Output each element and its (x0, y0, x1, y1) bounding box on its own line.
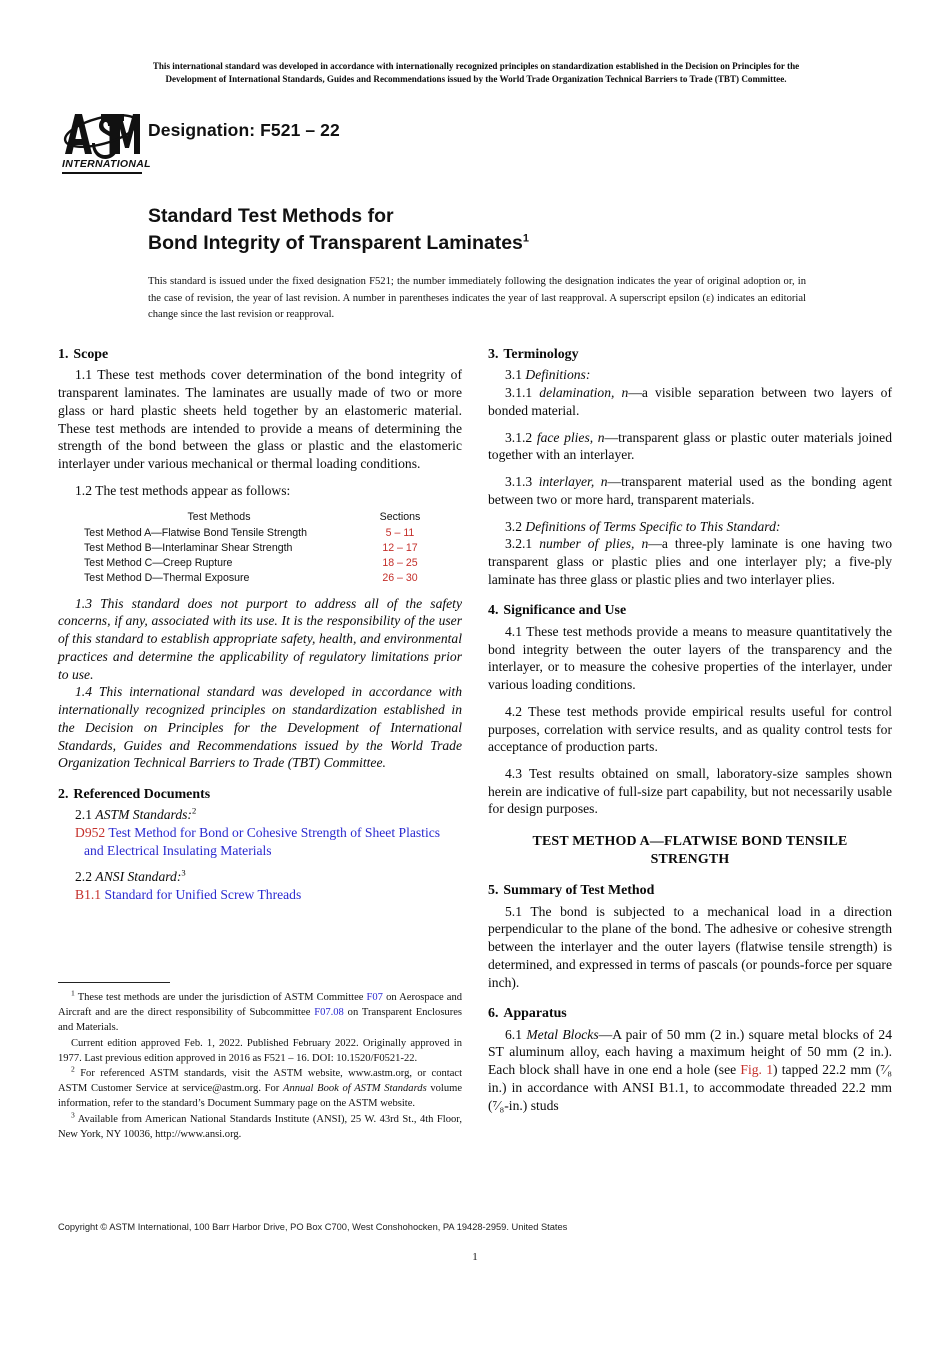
para-3-1-2-label: 3.1.2 (505, 429, 533, 445)
test-method-a-banner (488, 833, 892, 869)
table-row (84, 526, 446, 541)
para-1-3: 1.3 This standard does not purport to address all of the safety concerns, if any, associated with its use. It is the responsibility of the user of this standard to establish appropriate safety, health, and environmental practices and determine the applicability of regulatory limitations prior to use. (58, 595, 462, 682)
para-6-1 (488, 1026, 892, 1115)
footnotes-block (58, 982, 462, 1142)
column-header-test-methods: Test Methods (187, 510, 251, 523)
footnote-1-text-b: on Aerospace and Aircraft and are the direct responsibility of Subcommittee (58, 992, 462, 1019)
para-3-2-1 (488, 535, 892, 588)
astm-logo (62, 106, 151, 176)
para-4-1: 4.1 These test methods provide a means to measure quantitatively the bond integrity between the outer layers of the transparency and the interlayer, or to measure the cohesive properties of the interlayer, under various loading conditions. (488, 623, 892, 693)
term-delamination: delamination, n (539, 385, 629, 401)
reference-ansi-b11[interactable] (58, 886, 462, 904)
para-3-2-label: 3.2 (505, 518, 522, 534)
preamble-line-1: This international standard was developed in accordance with internationally recognized principles on standardization established in the Decision on Principles for the (152, 61, 800, 71)
heading-summary-text: Summary of Test Method (503, 883, 655, 899)
astm-logo-wordmark: INTERNATIONAL (62, 158, 151, 170)
issued-under-note: This standard is issued under the fixed designation F521; the number immediately following the designation indicates the year of original adoption or, in the case of revision, the year of last revision. A number in parentheses indicates the year of last reapproval. A superscript epsilon (ε) indicates an editorial change since the last revision or reapproval. (148, 276, 806, 321)
cell-method-name: Test Method B—Interlaminar Shear Strength (84, 541, 293, 554)
footnote-2-marker: 2 (71, 1064, 75, 1074)
title-footnote-marker: 1 (522, 232, 530, 245)
heading-terminology-number: 3. (488, 347, 499, 362)
para-3-1-2-def: —transparent glass or plastic outer materials joined together with an interlayer. (488, 429, 892, 463)
footnote-2 (58, 1066, 462, 1112)
table-row (84, 541, 446, 556)
para-3-1-1-label: 3.1.1 (505, 385, 533, 401)
para-3-2 (488, 518, 892, 536)
heading-scope-number: 1. (58, 347, 69, 362)
heading-significance-and-use (488, 602, 892, 619)
heading-terminology-text: Terminology (503, 347, 579, 362)
footnote-2-text-a: For referenced ASTM standards, visit the ASTM website, www.astm.org, or contact ASTM Customer Service at service@astm.org. For (58, 1067, 463, 1095)
footnote-committee-link[interactable]: F07 (366, 992, 383, 1003)
para-6-1-text-b: ) tapped 22.2 mm (⁷⁄₈ in.) in accordance with ANSI B1.1, to accommodate threaded 22.2 mm (⁷⁄₈-in.) studs (488, 1062, 892, 1113)
para-2-2-title: ANSI Standard: (95, 869, 182, 885)
footnote-subcommittee-link[interactable]: F07.08 (314, 1007, 344, 1019)
copyright-notice: Copyright © ASTM International, 100 Barr Harbor Drive, PO Box C700, West Conshohocken, PA 19428-2959. United States (58, 1222, 568, 1232)
page-number: 1 (472, 1251, 478, 1263)
para-4-3: 4.3 Test results obtained on small, laboratory-size samples shown herein are indicative of full-size part capability, but not necessarily usable for design purposes. (488, 765, 892, 817)
footnote-1-text-a: These test methods are under the jurisdiction of ASTM Committee (77, 992, 367, 1003)
para-2-1-title: ASTM Standards: (95, 807, 192, 823)
masthead (62, 106, 898, 178)
designation-label: Designation: F521 – 22 (148, 120, 340, 140)
heading-apparatus-number: 6. (488, 1006, 499, 1022)
footnote-2-italic: Annual Book of ASTM Standards (283, 1083, 427, 1095)
heading-summary-number: 5. (488, 883, 499, 899)
para-3-1-3-def: —transparent material used as the bonding agent between two or more hard, transparent materials. (488, 474, 892, 507)
column-header-sections: Sections (379, 510, 421, 523)
table-row (84, 556, 446, 571)
right-column (488, 346, 892, 1114)
footnote-edition: Current edition approved Feb. 1, 2022. Published February 2022. Originally approved in 1977. Last previous edition approved in 2016 as F521 – 16. DOI: 10.1520/F0521-22. (58, 1037, 462, 1064)
para-2-1 (58, 806, 462, 824)
heading-scope-text: Scope (73, 347, 109, 362)
wto-preamble (58, 60, 894, 86)
cell-method-name: Test Method C—Creep Rupture (84, 556, 233, 569)
table-header-row (84, 510, 446, 526)
para-1-2: 1.2 The test methods appear as follows: (75, 482, 291, 498)
para-3-1 (488, 366, 892, 384)
reference-title-link[interactable]: Standard for Unified Screw Threads (104, 887, 302, 903)
preamble-line-2: Development of International Standards, Guides and Recommendations issued by the World Trade Organization Technical Barriers to Trade (TBT) Committee. (165, 74, 787, 85)
heading-apparatus (488, 1005, 892, 1022)
footnote-3-marker: 3 (71, 1109, 75, 1119)
cell-method-name: Test Method A—Flatwise Bond Tensile Strength (84, 526, 307, 539)
term-number-of-plies: number of plies, n (539, 536, 649, 552)
para-6-1-label: 6.1 (505, 1026, 522, 1042)
heading-significance-text: Significance and Use (503, 603, 627, 619)
para-3-1-label: 3.1 (505, 367, 522, 383)
term-face-plies: face plies, n (536, 429, 605, 445)
para-2-1-footnote-marker: 2 (191, 805, 197, 816)
para-2-2-label: 2.2 (75, 869, 92, 885)
para-1-4: 1.4 This international standard was developed in accordance with internationally recognized principles on standardization established in the Decision on Principles for the Development of International Standards, Guides and Recommendations issued by the World Trade Organization Technical Barriers to Trade (TBT) Committee. (58, 684, 462, 771)
title-line-1: Standard Test Methods for (148, 205, 394, 227)
heading-summary-of-test-method (488, 882, 892, 899)
footnote-2-text-b: volume information, refer to the standard’s Document Summary page on the ASTM website. (58, 1083, 462, 1110)
para-3-1-2 (488, 429, 892, 464)
page-title (148, 203, 788, 256)
para-3-1-title: Definitions: (525, 367, 591, 383)
test-methods-table (84, 510, 446, 586)
heading-scope (58, 346, 462, 363)
heading-significance-number: 4. (488, 603, 499, 619)
footnote-separator-rule (58, 982, 170, 983)
footnote-1-marker: 1 (71, 988, 75, 998)
reference-title-link[interactable]: Test Method for Bond or Cohesive Strength of Sheet Plastics and Electrical Insulating Materials (84, 825, 441, 858)
footnote-1-text-c: on Transparent Enclosures and Materials. (58, 1007, 462, 1034)
cell-sections[interactable]: 12 – 17 (382, 541, 418, 554)
heading-refdocs-number: 2. (58, 787, 69, 803)
para-3-1-1 (488, 384, 892, 419)
left-column (58, 346, 462, 904)
term-metal-blocks: Metal Blocks (526, 1026, 599, 1042)
para-3-1-3 (488, 473, 892, 508)
para-6-1-text-a: —A pair of 50 mm (2 in.) square metal blocks of 24 ST aluminum alloy, each having a maximum height of 50 mm (2 in.). Each block shall have in one end a hole (see (488, 1026, 893, 1078)
para-4-2: 4.2 These test methods provide empirical results useful for control purposes, correlation with service results, and as quality control tests for acceptance of production parts. (488, 703, 892, 755)
para-1-1: 1.1 These test methods cover determination of the bond integrity of transparent laminates. The laminates are usually made of two or more glass or hard plastic sheets held together by an elastomeric material. These test methods are intended to provide a means of determining the strength of the bond between the glass or plastic and the elastomeric interlayer under various mechanical or thermal loading conditions. (58, 367, 462, 472)
cell-sections[interactable]: 18 – 25 (382, 556, 418, 569)
heading-terminology (488, 346, 892, 363)
cell-sections[interactable]: 26 – 30 (382, 571, 418, 584)
para-3-1-1-def: —a visible separation between two layers of bonded material. (488, 385, 893, 418)
para-5-1: 5.1 The bond is subjected to a mechanical load in a direction perpendicular to the plane of the bond. The adhesive or cohesive strength between the interlayer and the outer layers (flatwise tensile strength) is determined, and expressed in terms of pascals (or pounds-force per square inch). (488, 903, 892, 990)
para-2-2-footnote-marker: 3 (181, 867, 186, 878)
footnote-1 (58, 990, 462, 1036)
term-interlayer: interlayer, n (538, 474, 608, 490)
footnote-3-text: Available from American National Standards Institute (ANSI), 25 W. 43rd St., 4th Floor, New York, NY 10036, http://www.ansi.org. (58, 1113, 462, 1140)
astm-logo-icon (62, 106, 140, 162)
para-2-1-label: 2.1 (75, 807, 92, 823)
heading-apparatus-text: Apparatus (503, 1006, 567, 1022)
figure-1-link[interactable]: Fig. 1 (740, 1062, 773, 1078)
para-3-2-title: Definitions of Terms Specific to This Standard: (525, 518, 781, 534)
footnote-3 (58, 1109, 462, 1142)
astm-logo-rule (62, 172, 142, 174)
heading-refdocs-text: Referenced Documents (73, 787, 211, 803)
cell-sections[interactable]: 5 – 11 (385, 526, 415, 539)
para-3-2-1-def: —a three-ply laminate is one having two transparent glass or plastic plies and one interlayer ply; a five-ply laminate has three glass or plastic plies and two interlayer plies. (488, 536, 893, 587)
reference-id-link[interactable]: B1.1 (75, 887, 102, 903)
banner-line-2: STRENGTH (650, 852, 730, 868)
para-2-2 (58, 868, 462, 886)
cell-method-name: Test Method D—Thermal Exposure (84, 571, 250, 584)
para-3-1-3-label: 3.1.3 (505, 474, 533, 490)
para-3-2-1-label: 3.2.1 (505, 536, 533, 552)
title-line-2: Bond Integrity of Transparent Laminates$^1$ (148, 231, 530, 254)
reference-astm-d952[interactable] (58, 824, 462, 859)
table-row (84, 571, 446, 586)
heading-referenced-documents (58, 786, 462, 803)
banner-line-1: TEST METHOD A—FLATWISE BOND TENSILE (532, 834, 848, 850)
reference-id-link[interactable]: D952 (75, 825, 106, 841)
